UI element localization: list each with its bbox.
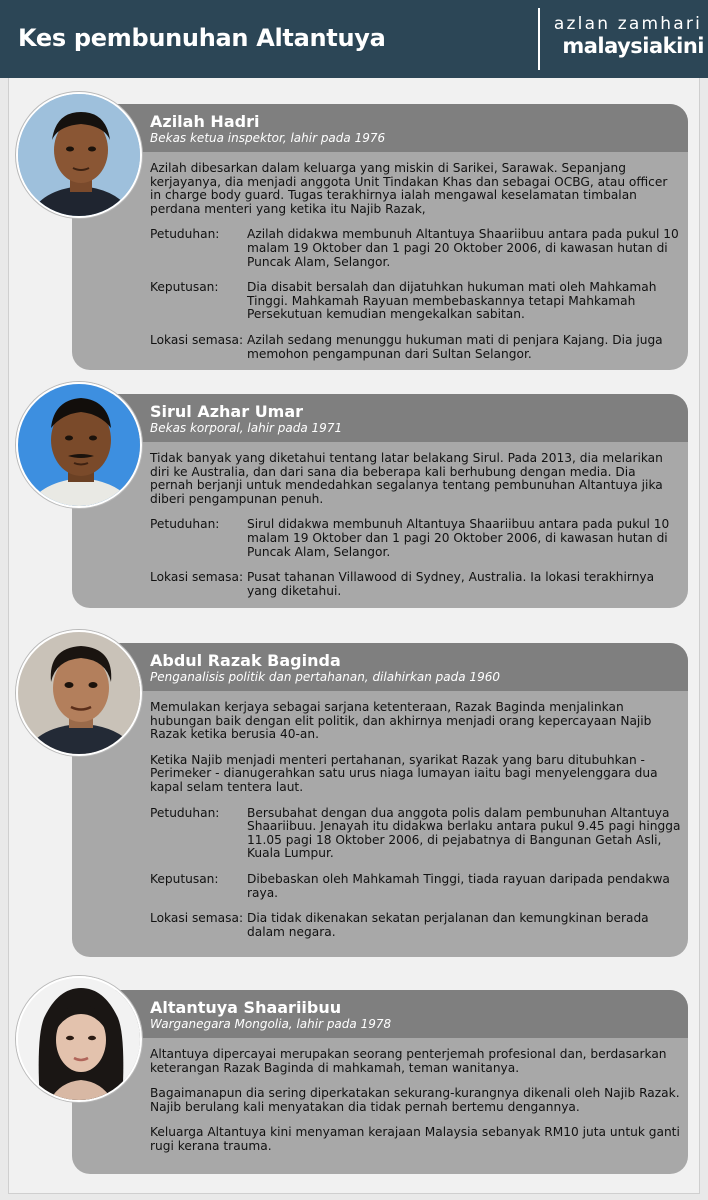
portrait-illustration: [18, 94, 142, 218]
bio-text: Ketika Najib menjadi menteri pertahanan, syarikat Razak yang baru ditubuhkan - Perimeker - dianugerahkan satu urus niaga lumayan iaitu bagi menyelenggara dua kapal selam tentera laut.: [150, 752, 658, 794]
person-name: Sirul Azhar Umar: [150, 402, 304, 421]
card-header: [72, 643, 688, 691]
field-label: Petuduhan:: [150, 227, 220, 242]
person-subtitle: Penganalisis politik dan pertahanan, dilahirkan pada 1960: [150, 670, 500, 684]
avatar-sirul-photo: [16, 382, 142, 508]
person-card-razak: [72, 643, 688, 957]
field-value: Bersubahat dengan dua anggota polis dalam pembunuhan Altantuya Shaariibuu. Jenayah itu didakwa berlaku antara pukul 9.45 pagi hingga 11.05 pagi 18 Oktober 2006, di pejabatnya di Bangunan Getah Asli, Kuala Lumpur.: [247, 805, 681, 861]
author-credit: azlan zamhari: [553, 14, 702, 34]
field-label: Keputusan:: [150, 280, 219, 295]
person-subtitle: Bekas korporal, lahir pada 1971: [150, 421, 343, 435]
person-subtitle: Bekas ketua inspektor, lahir pada 1976: [150, 131, 386, 145]
bio-text: Bagaimanapun dia sering diperkatakan sekurang-kurangnya dikenali oleh Najib Razak. Najib berulang kali menyatakan dia tidak pernah bertemu dengannya.: [150, 1086, 680, 1114]
person-name: Abdul Razak Baginda: [150, 651, 341, 670]
field-value: Azilah sedang menunggu hukuman mati di penjara Kajang. Dia juga memohon pengampunan dari Sultan Selangor.: [247, 332, 663, 361]
field-label: Petuduhan:: [150, 805, 220, 820]
field-label: Lokasi semasa:: [150, 332, 244, 347]
bio-text: Keluarga Altantuya kini menyaman kerajaan Malaysia sebanyak RM10 juta untuk ganti rugi kerana trauma.: [150, 1125, 680, 1153]
card-body: [150, 452, 682, 608]
person-name: Azilah Hadri: [150, 112, 260, 131]
field-charge: [150, 807, 682, 861]
field-label: Lokasi semasa:: [150, 570, 244, 585]
brand-logo: malaysiakini: [562, 34, 704, 58]
field-value: Sirul didakwa membunuh Altantuya Shaariibuu antara pada pukul 10 malam 19 Oktober dan 1 pagi 20 Oktober 2006, di kawasan hutan di Puncak Alam, Selangor.: [247, 517, 670, 559]
card-header: [72, 990, 688, 1038]
field-label: Keputusan:: [150, 871, 219, 886]
header-divider: [538, 8, 540, 70]
field-value: Azilah didakwa membunuh Altantuya Shaariibuu antara pada pukul 10 malam 19 Oktober dan 1 pagi 20 Oktober 2006, di kawasan hutan di Puncak Alam, Selangor.: [247, 227, 679, 269]
card-header: [72, 104, 688, 152]
person-card-sirul: [72, 394, 688, 608]
bio-text: Tidak banyak yang diketahui tentang latar belakang Sirul. Pada 2013, dia melarikan diri ke Australia, dan dari sana dia beberapa kali berhubung dengan media. Dia pernah berjanji untuk mendedahkan segalanya tentang pembunuhan Altantuya jika diberi pengampunan penuh.: [150, 451, 663, 506]
field-label: Petuduhan:: [150, 517, 220, 532]
portrait-illustration: [18, 632, 142, 756]
bio-text: Azilah dibesarkan dalam keluarga yang miskin di Sarikei, Sarawak. Sepanjang kerjayanya, dia menjadi anggota Unit Tindakan Khas dan sebagai OCBG, atau officer in charge body guard. Tugas terakhirnya ialah mengawal keselamatan timbalan perdana menteri yang ketika itu Najib Razak,: [150, 161, 668, 216]
field-charge: [150, 518, 682, 559]
field-location: [150, 571, 682, 598]
field-charge: [150, 228, 682, 269]
field-value: Pusat tahanan Villawood di Sydney, Australia. Ia lokasi terakhirnya yang diketahui.: [247, 570, 655, 598]
portrait-illustration: [18, 978, 142, 1102]
page-title: Kes pembunuhan Altantuya: [18, 24, 386, 52]
field-location: [150, 912, 682, 939]
avatar-altantuya-photo: [16, 976, 142, 1102]
field-verdict: [150, 873, 682, 900]
bio-text: Memulakan kerjaya sebagai sarjana ketenteraan, Razak Baginda menjalinkan hubungan baik dengan elit politik, dan akhirnya menjadi orang kepercayaan Najib Razak ketika berusia 40-an.: [150, 700, 652, 742]
avatar-azilah-photo: [16, 92, 142, 218]
field-value: Dia tidak dikenakan sekatan perjalanan dan kemungkinan berada dalam negara.: [247, 911, 649, 939]
card-body: [150, 701, 682, 951]
field-verdict: [150, 281, 682, 322]
person-card-azilah: [72, 104, 688, 370]
bio-text: Altantuya dipercayai merupakan seorang penterjemah profesional dan, berdasarkan keterangan Razak Baginda di mahkamah, teman wanitanya.: [150, 1047, 667, 1075]
field-value: Dia disabit bersalah dan dijatuhkan hukuman mati oleh Mahkamah Tinggi. Mahkamah Rayuan membebaskannya tetapi Mahkamah Persekutuan kemudian mengekalkan sabitan.: [247, 280, 657, 322]
field-value: Dibebaskan oleh Mahkamah Tinggi, tiada rayuan daripada pendakwa raya.: [247, 871, 670, 900]
avatar-razak-photo: [16, 630, 142, 756]
field-label: Lokasi semasa:: [150, 911, 244, 926]
card-body: [150, 162, 682, 370]
person-card-altantuya: [72, 990, 688, 1174]
portrait-illustration: [18, 384, 142, 508]
card-body: [150, 1048, 682, 1154]
person-subtitle: Warganegara Mongolia, lahir pada 1978: [150, 1017, 392, 1031]
field-location: [150, 334, 682, 361]
person-name: Altantuya Shaariibuu: [150, 998, 342, 1017]
card-header: [72, 394, 688, 442]
header-bar: [0, 0, 708, 78]
